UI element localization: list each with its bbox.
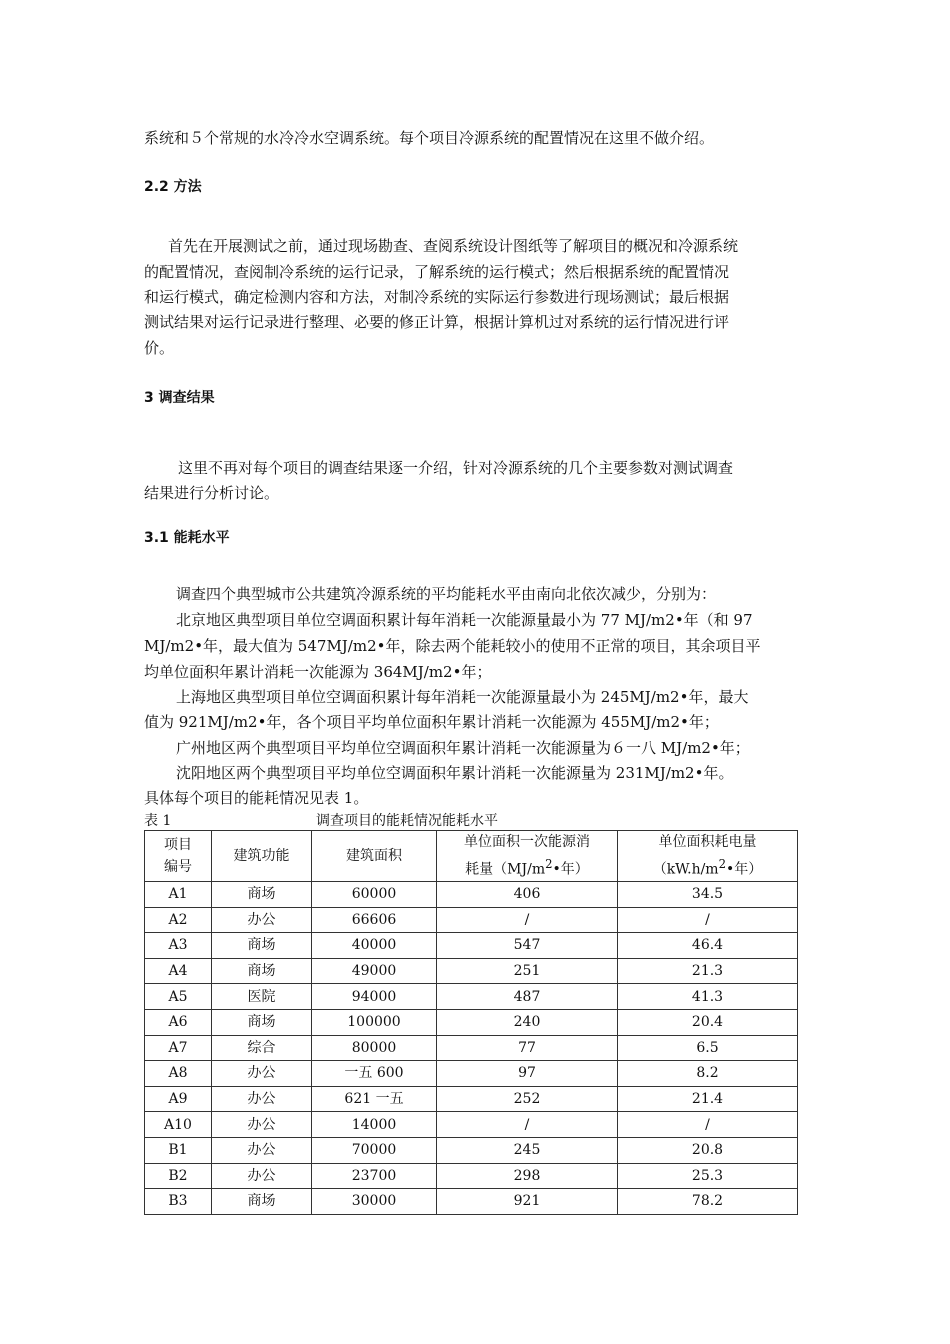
table-title: 调查项目的能耗情况能耗水平 xyxy=(316,813,498,829)
section-3-1-heading: 3.1 能耗水平 xyxy=(144,530,230,546)
cell-power: 20.4 xyxy=(618,1009,798,1035)
cell-function: 商场 xyxy=(212,1009,312,1035)
cell-energy: 245 xyxy=(437,1137,618,1163)
cell-id: B3 xyxy=(145,1189,212,1215)
cell-energy: 298 xyxy=(437,1163,618,1189)
section-3-1-line: 广州地区两个典型项目平均单位空调面积年累计消耗一次能源量为６一八 MJ/m2•年； xyxy=(176,739,750,757)
cell-function: 商场 xyxy=(212,958,312,984)
cell-power: 41.3 xyxy=(618,984,798,1010)
section-3-1-line: 值为 921MJ/m2•年，各个项目平均单位面积年累计消耗一次能源为 455MJ/m2•年； xyxy=(144,713,719,731)
cell-function: 商场 xyxy=(212,933,312,959)
section-3-1-line: 北京地区典型项目单位空调面积累计每年消耗一次能源量最小为 77 MJ/m2•年（和 97 xyxy=(176,611,753,629)
cell-power: / xyxy=(618,1112,798,1138)
cell-energy: 251 xyxy=(437,958,618,984)
cell-function: 办公 xyxy=(212,1163,312,1189)
cell-energy: 487 xyxy=(437,984,618,1010)
cell-power: / xyxy=(618,907,798,933)
cell-id: A3 xyxy=(145,933,212,959)
cell-id: A7 xyxy=(145,1035,212,1061)
cell-id: A1 xyxy=(145,882,212,908)
energy-table xyxy=(144,830,798,1215)
cell-id: B2 xyxy=(145,1163,212,1189)
cell-function: 商场 xyxy=(212,882,312,908)
cell-area: 30000 xyxy=(312,1189,437,1215)
header-energy: 单位面积一次能源消 耗量（$MJ/m^2•$年） xyxy=(437,831,618,882)
section-2-2-line: 和运行模式，确定检测内容和方法，对制冷系统的实际运行参数进行现场测试；最后根据 xyxy=(144,288,730,306)
table-header-row xyxy=(145,831,798,882)
section-3-1-line: 调查四个典型城市公共建筑冷源系统的平均能耗水平由南向北依次减少，分别为： xyxy=(176,585,717,603)
cell-power: 25.3 xyxy=(618,1163,798,1189)
cell-energy: 547 xyxy=(437,933,618,959)
cell-energy: 406 xyxy=(437,882,618,908)
cell-area: 70000 xyxy=(312,1137,437,1163)
cell-energy: / xyxy=(437,1112,618,1138)
section-3-1-line: MJ/m2•年，最大值为 547MJ/m2•年，除去两个能耗较小的使用不正常的项目，其余项目平 xyxy=(144,637,761,655)
cell-power: 21.3 xyxy=(618,958,798,984)
cell-function: 综合 xyxy=(212,1035,312,1061)
cell-id: A8 xyxy=(145,1061,212,1087)
cell-area: 80000 xyxy=(312,1035,437,1061)
cell-area: 60000 xyxy=(312,882,437,908)
cell-id: A6 xyxy=(145,1009,212,1035)
section-3-1-line: 沈阳地区两个典型项目平均单位空调面积年累计消耗一次能源量为 231MJ/m2•年。 xyxy=(176,764,734,782)
cell-area: 14000 xyxy=(312,1112,437,1138)
cell-power: 21.4 xyxy=(618,1086,798,1112)
table-row xyxy=(145,1061,798,1087)
cell-area: 94000 xyxy=(312,984,437,1010)
cell-energy: / xyxy=(437,907,618,933)
header-power: 单位面积耗电量 （$kW.h/m^2•$年） xyxy=(618,831,798,882)
section-3-1-line: 均单位面积年累计消耗一次能源为 364MJ/m2•年； xyxy=(144,663,492,681)
table-row xyxy=(145,907,798,933)
table-row xyxy=(145,1009,798,1035)
cell-energy: 97 xyxy=(437,1061,618,1087)
cell-area: 66606 xyxy=(312,907,437,933)
cell-function: 商场 xyxy=(212,1189,312,1215)
section-2-2-line: 的配置情况，查阅制冷系统的运行记录，了解系统的运行模式；然后根据系统的配置情况 xyxy=(144,263,730,281)
header-function: 建筑功能 xyxy=(212,831,312,882)
cell-id: A2 xyxy=(145,907,212,933)
table-row xyxy=(145,1035,798,1061)
cell-energy: 240 xyxy=(437,1009,618,1035)
cell-function: 办公 xyxy=(212,1137,312,1163)
section-3-heading: 3 调查结果 xyxy=(144,390,215,406)
section-3-1-line: 上海地区典型项目单位空调面积累计每年消耗一次能源量最小为 245MJ/m2•年，最大 xyxy=(176,688,749,706)
intro-line: 系统和５个常规的水冷冷水空调系统。每个项目冷源系统的配置情况在这里不做介绍。 xyxy=(144,129,715,147)
header-area: 建筑面积 xyxy=(312,831,437,882)
section-2-2-heading: 2.2 方法 xyxy=(144,179,202,195)
cell-id: A9 xyxy=(145,1086,212,1112)
table-row xyxy=(145,1086,798,1112)
table-row xyxy=(145,984,798,1010)
table-label: 表 1 xyxy=(144,813,172,829)
cell-id: A10 xyxy=(145,1112,212,1138)
table-row xyxy=(145,1137,798,1163)
cell-area: 一五 600 xyxy=(312,1061,437,1087)
cell-energy: 921 xyxy=(437,1189,618,1215)
cell-energy: 252 xyxy=(437,1086,618,1112)
cell-id: A5 xyxy=(145,984,212,1010)
cell-power: 6.5 xyxy=(618,1035,798,1061)
cell-area: 23700 xyxy=(312,1163,437,1189)
section-2-2-line: 测试结果对运行记录进行整理、必要的修正计算，根据计算机过对系统的运行情况进行评 xyxy=(144,313,730,331)
section-3-line: 结果进行分析讨论。 xyxy=(144,484,280,502)
table-row xyxy=(145,1189,798,1215)
table-row xyxy=(145,958,798,984)
section-2-2-line: 首先在开展测试之前，通过现场勘查、查阅系统设计图纸等了解项目的概况和冷源系统 xyxy=(168,237,739,255)
cell-area: 40000 xyxy=(312,933,437,959)
cell-area: 100000 xyxy=(312,1009,437,1035)
cell-function: 办公 xyxy=(212,907,312,933)
cell-id: B1 xyxy=(145,1137,212,1163)
cell-power: 46.4 xyxy=(618,933,798,959)
table-row xyxy=(145,933,798,959)
section-3-line: 这里不再对每个项目的调查结果逐一介绍，针对冷源系统的几个主要参数对测试调查 xyxy=(178,459,734,477)
cell-power: 34.5 xyxy=(618,882,798,908)
cell-function: 医院 xyxy=(212,984,312,1010)
section-2-2-line: 价。 xyxy=(144,339,175,357)
cell-id: A4 xyxy=(145,958,212,984)
table-row xyxy=(145,1112,798,1138)
section-3-1-line: 具体每个项目的能耗情况见表 1。 xyxy=(144,789,369,807)
cell-power: 78.2 xyxy=(618,1189,798,1215)
cell-energy: 77 xyxy=(437,1035,618,1061)
table-row xyxy=(145,1163,798,1189)
table-row xyxy=(145,882,798,908)
cell-power: 8.2 xyxy=(618,1061,798,1087)
cell-area: 49000 xyxy=(312,958,437,984)
cell-function: 办公 xyxy=(212,1112,312,1138)
cell-function: 办公 xyxy=(212,1086,312,1112)
header-project-id: 项目 编号 xyxy=(145,831,212,882)
cell-area: 621 一五 xyxy=(312,1086,437,1112)
cell-power: 20.8 xyxy=(618,1137,798,1163)
cell-function: 办公 xyxy=(212,1061,312,1087)
